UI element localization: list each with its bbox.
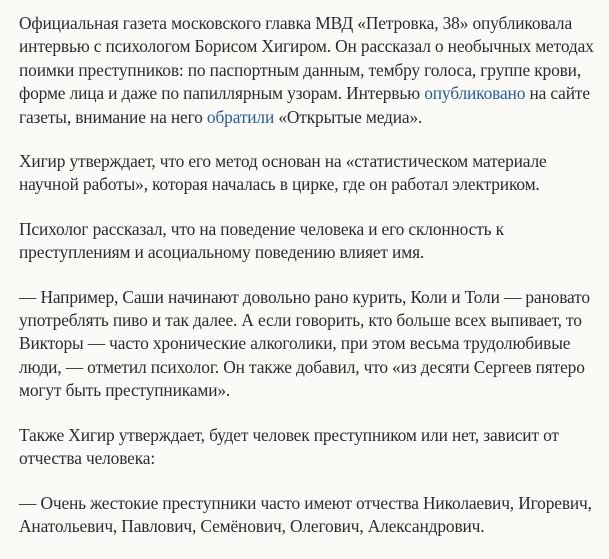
published-link[interactable]: опубликовано [424, 83, 526, 104]
paragraph-patronymic: Также Хигир утверждает, будет человек преступником или нет, зависит от отчества человека: [19, 424, 559, 469]
paragraph-quote-names: — Например, Саши начинают довольно рано курить, Коли и Толи — рановато употреблять пиво и так далее. А если говорить, кто больше всех выпивает, то Викторы — часто хронические алкоголики, при этом весьма трудолюбивые люди, — отметил психолог. Он также добавил, что «из десяти Сергеев пятеро могут быть преступниками». [19, 286, 590, 401]
paragraph-intro-text-1: Официальная газета московского главка МВД «Петровка, 38» опубликовала интервью с психологом Борисом Хигиром. Он рассказал о необычных методах поимки преступников: по паспортным данным, тембру голоса, группе крови, форме лица и даже по папиллярным узорам. Интервью [19, 13, 594, 104]
paragraph-intro [19, 12, 599, 129]
paragraph-method: Хигир утверждает, что его метод основан на «статистическом материале научной работы», которая началась в цирке, где он работал электриком. [19, 151, 547, 195]
article-body [19, 12, 599, 559]
paragraph-names: Психолог рассказал, что на поведение человека и его склонность к преступлениям и асоциальному поведению влияет имя. [19, 218, 504, 263]
paragraph-quote-patronymic: — Очень жестокие преступники часто имеют отчества Николаевич, Игоревич, Анатольевич, Павлович, Семёнович, Олегович, Александрович. [19, 492, 592, 536]
paragraph-intro-text-2: на сайте газеты, внимание на него [19, 83, 590, 127]
noticed-link[interactable]: обратили [206, 106, 275, 127]
paragraph-intro-text-3: «Открытые медиа». [274, 106, 423, 127]
